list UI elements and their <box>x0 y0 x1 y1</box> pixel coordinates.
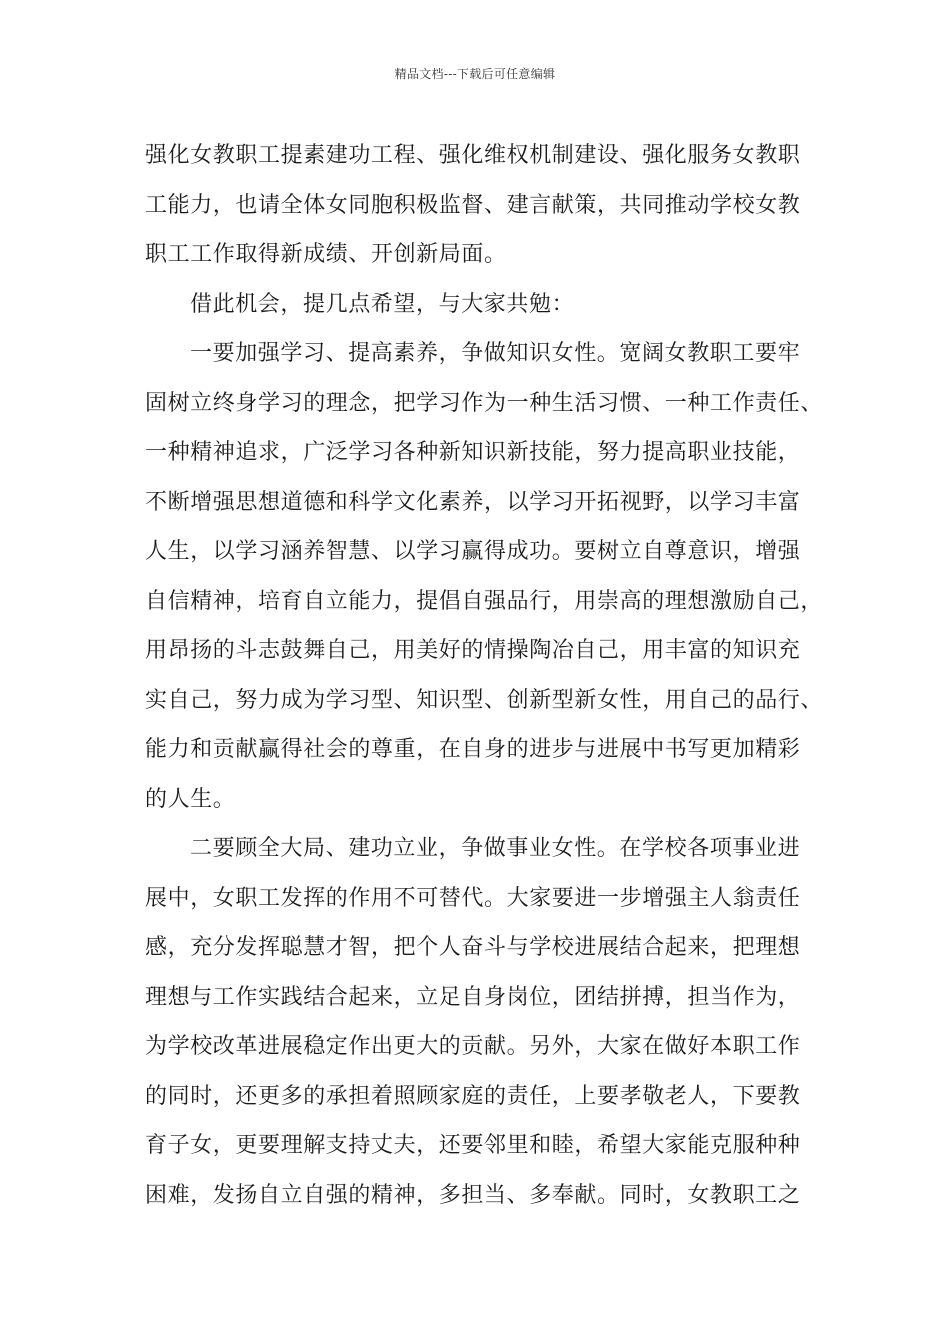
paragraph <box>145 329 824 824</box>
text-line: 强化女教职工提素建功工程、强化维权机制建设、强化服务女教职 <box>145 143 801 168</box>
body-text <box>145 131 824 1220</box>
paragraph <box>145 131 820 280</box>
text-line: 职工工作取得新成绩、开创新局面。 <box>145 242 507 267</box>
text-line: 能力和贡献赢得社会的尊重，在自身的进步与进展中书写更加精彩 <box>145 737 801 762</box>
text-line: 感，充分发挥聪慧才智，把个人奋斗与学校进展结合起来，把理想 <box>145 935 801 960</box>
paragraph <box>145 824 820 1220</box>
text-line: 不断增强思想道德和科学文化素养，以学习开拓视野，以学习丰富 <box>145 489 801 515</box>
paragraph <box>145 280 820 330</box>
text-line: 困难，发扬自立自强的精神，多担当、多奉献。同时，女教职工之 <box>145 1182 801 1208</box>
text-line: 二要顾全大局、建功立业，争做事业女性。在学校各项事业进 <box>190 836 801 861</box>
text-line: 育子女，更要理解支持丈夫，还要邻里和睦，希望大家能克服种种 <box>145 1133 801 1158</box>
text-line: 用昂扬的斗志鼓舞自己，用美好的情操陶冶自己，用丰富的知识充 <box>145 638 801 663</box>
text-line: 为学校改革进展稳定作出更大的贡献。另外，大家在做好本职工作 <box>145 1034 801 1059</box>
text-line: 借此机会，提几点希望，与大家共勉： <box>190 291 575 317</box>
text-line: 实自己，努力成为学习型、知识型、创新型新女性，用自己的品行、 <box>145 687 824 713</box>
text-line: 理想与工作实践结合起来，立足自身岗位，团结拼搏，担当作为， <box>145 984 801 1010</box>
text-line: 一种精神追求，广泛学习各种新知识新技能，努力提高职业技能， <box>145 440 801 465</box>
text-line: 一要加强学习、提高素养，争做知识女性。宽阔女教职工要牢 <box>190 341 801 366</box>
text-line: 的同时，还更多的承担着照顾家庭的责任，上要孝敬老人，下要教 <box>145 1083 801 1109</box>
text-line: 工能力，也请全体女同胞积极监督、建言献策，共同推动学校女教 <box>145 192 801 218</box>
text-line: 人生，以学习涵养智慧、以学习赢得成功。要树立自尊意识，增强 <box>145 539 801 564</box>
text-line: 展中，女职工发挥的作用不可替代。大家要进一步增强主人翁责任 <box>145 885 801 911</box>
text-line: 的人生。 <box>145 786 236 812</box>
page-header: 精品文档---下载后可任意编辑 <box>394 67 556 81</box>
text-line: 固树立终身学习的理念，把学习作为一种生活习惯、一种工作责任、 <box>145 390 824 416</box>
text-line: 自信精神，培育自立能力，提倡自强品行，用崇高的理想激励自己， <box>145 588 824 614</box>
